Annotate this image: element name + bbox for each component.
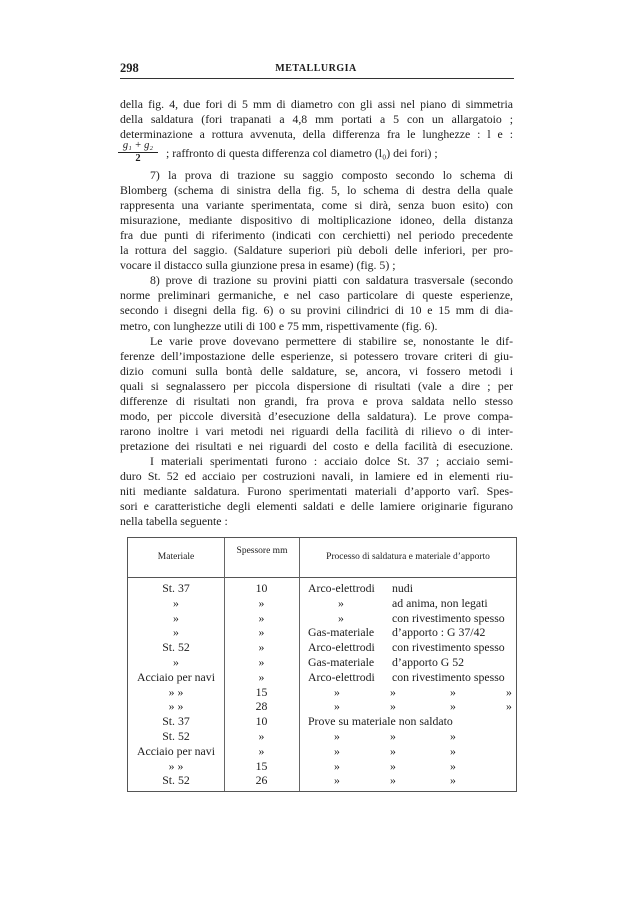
processo-part: » [450,773,456,788]
text-line: fra due punti di riferimento (indicati con cerchietti) nel periodo precedente [120,228,513,243]
cell-processo [308,699,512,713]
fraction-numerator: g₁ + g₂ [118,140,158,153]
text-line: 8) prove di trazione su provini piatti con saldatura trasversale (secondo [150,273,513,288]
text-line: dizio comuni sulla bontà delle saldature, se, ancora, vi fossero metodi i [120,363,513,378]
cell-materiale: » [173,595,179,610]
cell-spessore: » [258,625,265,640]
cell-spessore: » [258,610,265,625]
cell-processo [308,729,512,743]
cell-spessore: » [258,595,265,610]
processo-part: Arco-elettrodi [308,581,375,595]
header-processo: Processo di saldatura e materiale d’apporto [326,552,490,562]
cell-spessore: » [258,655,265,669]
text-line: pretazione dei risultati e nei riguardi del costo e della facilità di esecuzione. [120,438,513,453]
text-line: vocare il distacco sulla giunzione presa in esame) (fig. 5) ; [120,258,396,273]
cell-materiale: St. 52 [162,729,190,743]
materials-table [127,537,517,792]
processo-part: Arco-elettrodi [308,669,375,684]
cell-processo [308,611,512,625]
text-line: della fig. 4, due fori di 5 mm di diametro con gli assi nel piano di simmetria [120,97,513,111]
cell-processo [308,744,512,758]
cell-processo [308,581,512,595]
header-materiale: Materiale [157,552,195,562]
processo-part: » [338,595,344,610]
text-line: della saldatura (fori trapanati a 4,8 mm portati a 5 con un allargatoio ; [120,112,513,127]
text-line: determinazione a rottura avvenuta, della differenza fra le lunghezze : l e : [120,127,513,142]
processo-part: » [450,758,456,773]
processo-part: » [334,743,340,758]
cell-processo [308,640,512,654]
processo-part: » [390,743,396,758]
fraction [118,140,158,165]
header-divider [128,577,516,578]
cell-spessore: » [258,743,265,758]
cell-spessore: 28 [255,699,268,714]
cell-processo [308,596,512,610]
processo-part: » [390,684,396,699]
text-line: metro, con lunghezze utili di 100 e 75 mm, rispettivamente (fig. 6). [120,318,438,333]
cell-processo [308,759,512,773]
cell-processo [308,625,512,639]
text-line: misurazione, mediante dispositivo di moltiplicazione idoneo, della distanza [120,213,513,228]
column-divider [299,538,300,791]
processo-part: » [450,729,456,743]
cell-processo [308,685,512,699]
processo-part: d’apporto : G 37/42 [392,625,486,640]
processo-part: » [450,743,456,758]
cell-materiale: St. 37 [162,714,190,729]
processo-part: Gas-materiale [308,655,375,669]
processo-part: con rivestimento spesso [392,610,505,625]
processo-part: Arco-elettrodi [308,640,375,655]
cell-materiale: » » [168,684,184,699]
cell-spessore: » [258,669,265,684]
processo-part: » [334,699,340,714]
processo-part: » [390,773,396,788]
text-line: quali si segnalassero per piccola dispersione di risultati (vale a dire ; per [120,378,513,393]
text-line: ferenze dell’impostazione delle esperienze, si potessero trovare criteri di giu- [120,348,513,363]
cell-spessore: 15 [255,684,268,699]
processo-part: d’apporto G 52 [392,655,465,669]
processo-part: » [390,758,396,773]
cell-processo [308,655,512,669]
cell-spessore: » [258,729,265,743]
text-line: nella tabella seguente : [120,514,228,529]
cell-materiale: » » [168,699,184,714]
processo-part: » [338,610,344,625]
processo-part: ad anima, non legati [392,595,488,610]
cell-spessore: 10 [255,714,268,729]
processo-part: nudi [392,581,413,595]
text-line: differenze di risultati non grandi, fra prova e prova saldata nello stesso [120,393,513,408]
cell-spessore: 10 [255,581,268,595]
text-line: rappresenta una variante sperimentata, come si dirà, senza buon esito) con [120,198,513,213]
cell-materiale: » [173,655,179,669]
text-line: 7) la prova di trazione su saggio composto secondo lo schema di [150,168,513,182]
cell-spessore: 26 [255,773,268,788]
cell-spessore: 15 [255,758,268,773]
text-line: modo, per piccole diversità d’esecuzione della saldatura). Le prove compa- [120,408,513,423]
text-line: sori e caratteristiche degli elementi saldati e delle lamiere originarie figurano [120,499,513,514]
text-line: I materiali sperimentati furono : acciaio dolce St. 37 ; acciaio semi- [150,453,513,468]
text-line: duro St. 52 ed acciaio per costruzioni navali, in lamiere ed in elementi riu- [120,469,513,483]
header-spessore: Spessore mm [236,546,288,556]
header-rule [120,78,514,79]
cell-spessore: » [258,640,265,655]
processo-part: » [334,684,340,699]
cell-materiale: » » [168,758,184,773]
processo-part: Gas-materiale [308,625,375,640]
text-line: rarono inoltre i vari metodi nei riguardi della facilità di rilievo o di inter- [120,423,513,438]
cell-materiale: St. 52 [162,773,190,788]
cell-materiale: Acciaio per navi [137,743,215,758]
processo-part: con rivestimento spesso [392,669,505,684]
processo-part: » [334,729,340,743]
cell-processo [308,670,512,684]
text-line: Le varie prove dovevano permettere di stabilire se, nonostante le dif- [150,333,513,348]
text-line: norme preliminari germaniche, e nel caso particolare di queste esperienze, [120,288,513,303]
text-line: niti mediante saldatura. Furono sperimentati materiali d’apporto varî. Spes- [120,484,513,499]
text-line: secondo i disegni della fig. 6) o su provini cilindrici di 10 e 15 mm di dia- [120,303,513,318]
text-line: Blomberg (schema di sinistra della fig. 5, lo schema di destra della quale [120,183,513,198]
processo-part: » [506,699,512,714]
processo-part: » [334,773,340,788]
cell-processo [308,773,512,787]
cell-materiale: St. 52 [162,640,190,655]
page-number: 298 [120,61,139,75]
cell-materiale: Acciaio per navi [137,669,215,684]
processo-part: Prove su materiale non saldato [308,714,453,729]
processo-part: » [450,699,456,714]
cell-materiale: » [173,610,179,625]
running-title: METALLURGIA [275,63,357,74]
processo-part: con rivestimento spesso [392,640,505,655]
cell-materiale: » [173,625,179,640]
processo-part: » [506,684,512,699]
fraction-denominator: 2 [135,153,141,164]
text-line: ; raffronto di questa differenza col diametro (l₀) dei fori) ; [166,146,438,160]
processo-part: » [390,699,396,714]
processo-part: » [450,684,456,699]
cell-materiale: St. 37 [162,581,190,595]
processo-part: » [390,729,396,743]
processo-part: » [334,758,340,773]
text-line: la rottura del saggio. (Saldature superiori più deboli delle inferiori, per pro- [120,243,513,258]
cell-processo [308,714,512,728]
